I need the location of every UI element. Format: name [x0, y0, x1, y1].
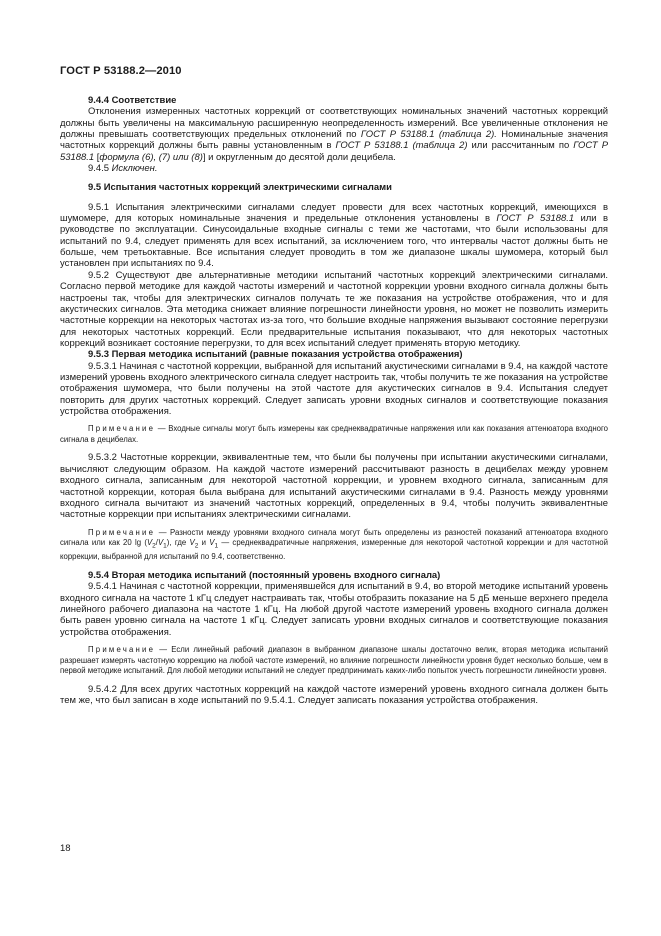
note-2 — [60, 528, 608, 563]
excluded-text: Исключен. — [111, 163, 158, 175]
subscript: 1 — [214, 542, 219, 550]
note-text: / — [155, 538, 158, 548]
note-text: — Разности между уровнями входного сигнала могут быть определены из разностей показаний аттенюатора входного сигнала или как 20 lg ( — [60, 527, 608, 548]
note-text: — Входные сигналы могут быть измерены как среднеквадратичные напряжения или как показания аттенюатора входного сигнала в децибелах. — [60, 424, 608, 444]
paragraph-9-4-4 — [60, 106, 608, 163]
paragraph-9-5-4-2: 9.5.4.2 Для всех других частотных коррекций на каждой частоте измерений уровень входного сигнала должен быть тем же, что был записан в ходе испытаний по 9.5.4.1. Следует записать показания устройства отображения. — [60, 683, 608, 707]
text-run: Номинальные значения частотных коррекций должны быть равны установленным в — [60, 129, 608, 152]
section-heading-9-5: 9.5 Испытания частотных коррекций электрическими сигналами — [88, 182, 392, 194]
note-text: и — [198, 538, 210, 548]
clause-number: 9.4.5 — [88, 163, 112, 175]
subscript: 2 — [152, 542, 156, 550]
text-run: [ — [94, 151, 100, 163]
paragraph-9-5-1 — [60, 202, 608, 270]
section-heading-9-5-3: 9.5.3 Первая методика испытаний (равные показания устройства отображения) — [88, 349, 463, 361]
page-number: 18 — [60, 843, 71, 854]
formula-reference: формула (6), (7) или (8) — [99, 151, 203, 163]
note-3 — [60, 645, 608, 677]
text-run: ] и округленным до десятой доли децибела. — [202, 151, 396, 163]
section-heading-9-5-4: 9.5.4 Вторая методика испытаний (постоянный уровень входного сигнала) — [88, 569, 441, 581]
note-1 — [60, 424, 608, 445]
document-body — [60, 95, 608, 706]
variable-v: V — [146, 538, 153, 548]
note-label: Примечание — [88, 527, 156, 537]
section-heading-9-4-4: 9.4.4 Соответствие — [88, 95, 177, 106]
paragraph-9-5-3-2: 9.5.3.2 Частотные коррекции, эквивалентные тем, что были бы получены при испытании акустическими сигналами, вычисляют следующим образом. На каждой частоте измерений рассчитывают разность в децибелах между уровнем входного сигнала, записанным для некоторой частотной коррекции, и уровнем входного сигнала, записанным для частотной коррекции, которая была выбрана для испытаний акустическими сигналами в 9.4. Разность между уровнями входного сигнала вычитают из значений частотных коррекций, определенных в 9.4, чтобы получить эквивалентные частотные коррекции при испытаниях электрическими сигналами. — [60, 452, 608, 521]
note-text: — среднеквадратичные напряжения, измеренные для некоторой частотной коррекции и для частотной коррекции, выбранной для испытаний по 9.4, соответственно. — [60, 538, 608, 562]
paragraph-9-5-2: 9.5.2 Существуют две альтернативные методики испытаний частотных коррекций электрическими сигналами. Согласно первой методике для каждой частоты измерений и частотной коррекции уровни входного сигнала должны быть настроены так, чтобы для электрических сигналов получать те же показания на устройстве отображения, что и для акустических сигналов. Эта методика снижает влияние погрешности линейности уровня, но может не позволить измерить частотные коррекции на некоторых частотах из-за того, что большие входные напряжения вызывают состояние перегрузки для некоторых частотных коррекций. Если предварительные испытания показывают, что для некоторых частотных коррекций возникает состояние перегрузки, то для всех испытаний следует применять вторую методику. — [60, 269, 608, 349]
text-run: или в руководстве по эксплуатации. Синусоидальные входные сигналы с теми же частотами, что были использованы для испытаний по 9.4, следует применять для всех испытаний, за исключением того, что интервалы частот должны быть не больше, чем третьоктавные. Все испытания следует проводить в том же диапазоне шкалы шумомера, который был установлен при испытаниях по 9.4. — [60, 213, 608, 270]
standard-reference: ГОСТ Р 53188.1 — [60, 140, 608, 163]
text-run: Отклонения измеренных частотных коррекций от соответствующих номинальных значений частотных коррекций должны быть увеличены на максимальную расширенную неопределенность измерений. Все увеличенные отклонения не должны превышать соответствующих предельных отклонений по — [60, 106, 608, 141]
running-header: ГОСТ Р 53188.2—2010 — [60, 65, 182, 77]
subscript: 2 — [194, 542, 199, 550]
paragraph-9-4-5 — [60, 163, 608, 174]
standard-reference: ГОСТ Р 53188.1 (таблица 2). — [360, 129, 497, 141]
text-run: 9.5.1 Испытания электрическими сигналами следует провести для всех частотных коррекций, имеющихся в шумомере, для которых номинальные значения и предельные отклонения установлены в — [60, 201, 608, 225]
variable-v: V — [209, 538, 215, 548]
note-label: Примечание — [88, 644, 156, 654]
subscript: 1 — [163, 542, 167, 550]
note-text: ), где — [166, 538, 190, 548]
paragraph-9-5-3-1: 9.5.3.1 Начиная с частотной коррекции, выбранной для испытаний акустическими сигналами в 9.4, на каждой частоте измерений уровень входного электрического сигнала следует настроить так, чтобы получить те же показания на устройстве отображения шумомера, что были получены на этой частоте для акустических сигналов в 9.4. Испытания следует повторить для других частотных коррекций. Следует записать уровни входных сигналов и соответствующие показания устройства отображения. — [60, 360, 608, 417]
note-label: Примечание — [88, 424, 156, 434]
note-text: — Если линейный рабочий диапазон в выбранном диапазоне шкалы достаточно велик, вторая методика испытаний разрешает измерять частотную коррекцию на любой частоте измерений, но влияние погрешности линейности уровня будет несколько больше, чем в первой методике испытаний. Для любой методики испытаний не следует предпринимать каких-либо попыток учесть погрешности линейности уровня. — [60, 644, 608, 676]
paragraph-9-5-4-1: 9.5.4.1 Начиная с частотной коррекции, применявшейся для испытаний в 9.4, во второй методике испытаний уровень входного сигнала на частоте 1 кГц следует настраивать так, чтобы отобразить показание на 5 дБ меньше верхнего предела линейного рабочего диапазона на частоте 1 кГц. На любой другой частоте измерений уровень входного сигнала должен быть равен уровню сигнала на частоте 1 кГц. Следует записать уровни входных сигналов и соответствующие показания устройства отображения. — [60, 581, 608, 638]
variable-v: V — [189, 538, 195, 548]
standard-reference: ГОСТ Р 53188.1 — [496, 213, 575, 225]
variable-v: V — [157, 538, 164, 548]
text-run: или рассчитанным по — [467, 140, 574, 152]
standard-reference: ГОСТ Р 53188.1 (таблица 2) — [335, 140, 468, 152]
